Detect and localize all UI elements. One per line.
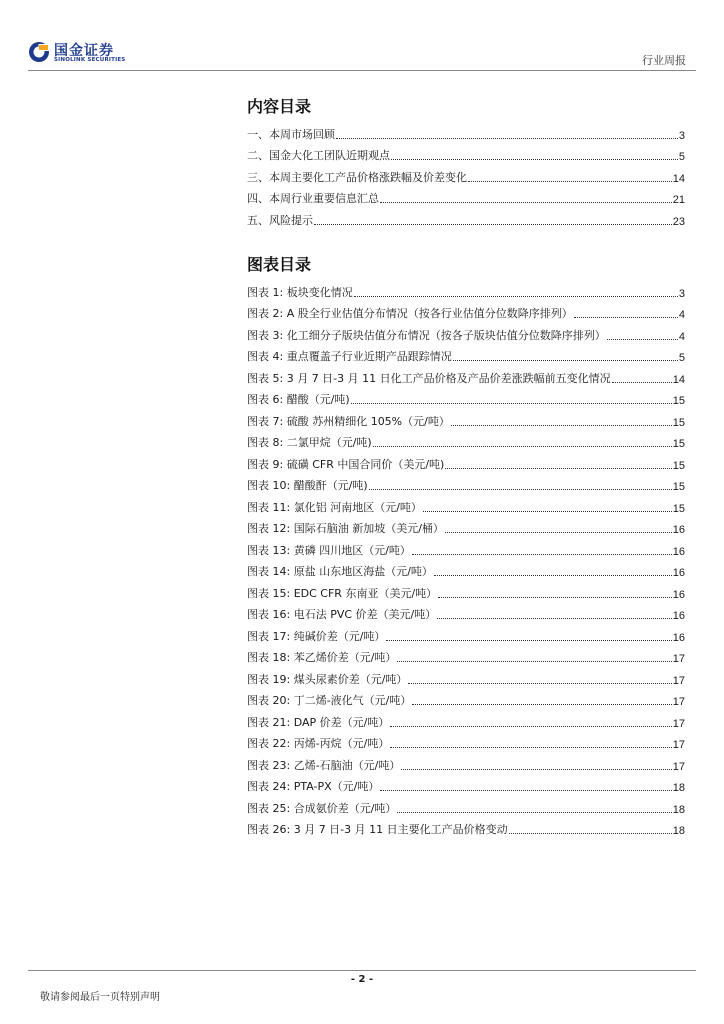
header-divider: [28, 70, 696, 71]
contents-item-page: 14: [672, 172, 685, 185]
figure-item-page: 15: [672, 502, 685, 515]
figure-item-label: 图表 13: 黄磷 四川地区（元/吨）: [247, 543, 411, 557]
figure-item-label: 图表 7: 硫酸 苏州精细化 105%（元/吨）: [247, 414, 450, 428]
figure-item[interactable]: [247, 601, 685, 623]
figures-title: 图表目录: [247, 255, 312, 274]
figure-item-page: 17: [672, 739, 685, 751]
figure-item-page: 18: [672, 825, 685, 837]
figure-item-label: 图表 3: 化工细分子版块估值分布情况（按各子版块估值分位数降序排列）: [247, 328, 606, 342]
dot-leader: [451, 424, 672, 426]
figure-item[interactable]: [247, 278, 685, 300]
contents-item[interactable]: [247, 206, 685, 228]
contents-item-page: 21: [672, 194, 685, 206]
figure-item-page: 4: [678, 330, 685, 343]
figure-item-page: 15: [672, 438, 685, 450]
figure-item[interactable]: [247, 536, 685, 558]
figure-item-label: 图表 18: 苯乙烯价差（元/吨）: [247, 651, 397, 664]
figure-item-label: 图表 11: 氯化铝 河南地区（元/吨）: [247, 500, 422, 514]
figure-item-label: 图表 9: 硫磺 CFR 中国合同价（美元/吨): [247, 457, 445, 471]
figure-item[interactable]: [247, 515, 685, 537]
figure-item-label: 图表 21: DAP 价差（元/吨）: [247, 715, 390, 729]
contents-list: [247, 120, 685, 228]
dot-leader: [380, 789, 671, 791]
figure-item[interactable]: [247, 708, 685, 730]
dot-leader: [354, 295, 678, 297]
figure-item[interactable]: [247, 665, 685, 687]
figure-item-label: 图表 17: 纯碱价差（元/吨）: [247, 629, 386, 643]
dot-leader: [412, 553, 672, 555]
figure-item-page: 16: [672, 524, 685, 536]
dot-leader: [412, 703, 671, 705]
contents-item-label: 二、国金大化工团队近期观点: [247, 149, 390, 162]
figure-item-label: 图表 19: 煤头尿素价差（元/吨）: [247, 672, 408, 686]
figure-item-page: 17: [672, 674, 685, 687]
figure-item-label: 图表 14: 原盐 山东地区海盐（元/吨）: [247, 565, 433, 578]
dot-leader: [397, 811, 671, 813]
figure-item[interactable]: [247, 558, 685, 580]
figure-item-label: 图表 12: 国际石脑油 新加坡（美元/桶）: [247, 522, 444, 535]
figures-list: [247, 278, 685, 837]
figure-item[interactable]: [247, 364, 685, 386]
figure-item-page: 15: [672, 459, 685, 472]
figure-item-page: 16: [672, 610, 685, 622]
contents-item[interactable]: [247, 185, 685, 207]
figure-item-page: 3: [678, 287, 685, 300]
figure-item-label: 图表 20: 丁二烯-液化气（元/吨）: [247, 694, 412, 707]
brand-logo-icon: [28, 41, 50, 63]
dot-leader: [434, 574, 672, 576]
figure-item-label: 图表 24: PTA-PX（元/吨）: [247, 780, 380, 793]
dot-leader: [391, 158, 678, 160]
dot-leader: [401, 768, 671, 770]
contents-item-label: 一、本周市场回顾: [247, 127, 335, 141]
figure-item[interactable]: [247, 579, 685, 601]
dot-leader: [408, 682, 671, 684]
figure-item-label: 图表 16: 电石法 PVC 价差（美元/吨）: [247, 608, 437, 621]
figure-item[interactable]: [247, 429, 685, 451]
figure-item[interactable]: [247, 386, 685, 408]
figure-item[interactable]: [247, 472, 685, 494]
figure-item-page: 15: [672, 395, 685, 407]
dot-leader: [423, 510, 672, 512]
contents-item-label: 四、本周行业重要信息汇总: [247, 192, 379, 205]
dot-leader: [612, 381, 672, 383]
contents-item-page: 5: [678, 151, 685, 163]
figure-item[interactable]: [247, 407, 685, 429]
figure-item[interactable]: [247, 730, 685, 752]
figure-item-label: 图表 1: 板块变化情况: [247, 285, 353, 299]
figure-item-page: 17: [672, 653, 685, 665]
figure-item-page: 16: [672, 631, 685, 644]
dot-leader: [397, 660, 671, 662]
dot-leader: [437, 617, 672, 619]
figure-item-label: 图表 15: EDC CFR 东南亚（美元/吨）: [247, 586, 438, 600]
figure-item[interactable]: [247, 493, 685, 515]
contents-title: 内容目录: [247, 97, 312, 116]
figure-item[interactable]: [247, 343, 685, 365]
figure-item-page: 4: [678, 309, 685, 321]
figure-item-page: 17: [672, 760, 685, 773]
figure-item-label: 图表 26: 3 月 7 日-3 月 11 日主要化工产品价格变动: [247, 823, 508, 836]
figure-item[interactable]: [247, 751, 685, 773]
dot-leader: [607, 338, 678, 340]
figure-item-page: 16: [672, 588, 685, 601]
figure-item-page: 16: [672, 545, 685, 558]
contents-item-label: 五、风险提示: [247, 213, 313, 227]
figure-item-label: 图表 4: 重点覆盖子行业近期产品跟踪情况: [247, 350, 452, 363]
dot-leader: [369, 488, 672, 490]
report-type: 行业周报: [642, 54, 686, 67]
figure-item-page: 17: [672, 717, 685, 730]
disclaimer: 敬请参阅最后一页特别声明: [40, 992, 160, 1003]
figure-item-label: 图表 25: 合成氨价差（元/吨）: [247, 801, 397, 815]
figure-item-label: 图表 10: 醋酸酐（元/吨): [247, 479, 368, 492]
figure-item[interactable]: [247, 450, 685, 472]
figure-item-page: 18: [672, 782, 685, 794]
figure-item-page: 14: [672, 373, 685, 386]
figure-item[interactable]: [247, 321, 685, 343]
dot-leader: [351, 402, 672, 404]
contents-item-page: 3: [678, 129, 685, 142]
figure-item[interactable]: [247, 300, 685, 322]
figure-item[interactable]: [247, 794, 685, 816]
figure-item-label: 图表 8: 二氯甲烷（元/吨): [247, 436, 372, 449]
dot-leader: [453, 359, 678, 361]
page-header: [0, 0, 724, 80]
dot-leader: [509, 832, 672, 834]
dot-leader: [468, 180, 672, 182]
brand-name-cn: 国金证券: [54, 43, 114, 59]
contents-item[interactable]: [247, 120, 685, 142]
dot-leader: [373, 445, 672, 447]
dot-leader: [438, 596, 672, 598]
dot-leader: [445, 531, 672, 533]
dot-leader: [336, 137, 678, 139]
figure-item[interactable]: [247, 773, 685, 795]
brand-name-en: SINOLINK SECURITIES: [54, 57, 126, 63]
figure-item[interactable]: [247, 687, 685, 709]
figure-item[interactable]: [247, 816, 685, 838]
dot-leader: [574, 316, 678, 318]
figure-item-page: 5: [678, 352, 685, 364]
figure-item-page: 16: [672, 567, 685, 579]
figure-item-page: 17: [672, 696, 685, 708]
contents-item[interactable]: [247, 163, 685, 185]
dot-leader: [380, 201, 672, 203]
figure-item[interactable]: [247, 622, 685, 644]
figure-item-label: 图表 5: 3 月 7 日-3 月 11 日化工产品价格及产品价差涨跌幅前五变化情况: [247, 371, 611, 385]
figure-item-label: 图表 23: 乙烯-石脑油（元/吨）: [247, 758, 401, 772]
figure-item-label: 图表 22: 丙烯-丙烷（元/吨）: [247, 737, 390, 750]
page-number: - 2 -: [350, 974, 374, 985]
dot-leader: [386, 639, 671, 641]
figure-item[interactable]: [247, 644, 685, 666]
dot-leader: [390, 746, 671, 748]
figure-item-label: 图表 2: A 股全行业估值分布情况（按各行业估值分位数降序排列）: [247, 307, 573, 320]
figure-item-page: 15: [672, 416, 685, 429]
dot-leader: [445, 467, 671, 469]
footer-divider: [28, 970, 696, 971]
figure-item-label: 图表 6: 醋酸（元/吨): [247, 393, 350, 406]
contents-item-page: 23: [672, 215, 685, 228]
contents-item[interactable]: [247, 142, 685, 164]
dot-leader: [390, 725, 671, 727]
figure-item-page: 18: [672, 803, 685, 816]
contents-item-label: 三、本周主要化工产品价格涨跌幅及价差变化: [247, 170, 467, 184]
figure-item-page: 15: [672, 481, 685, 493]
dot-leader: [314, 223, 672, 225]
